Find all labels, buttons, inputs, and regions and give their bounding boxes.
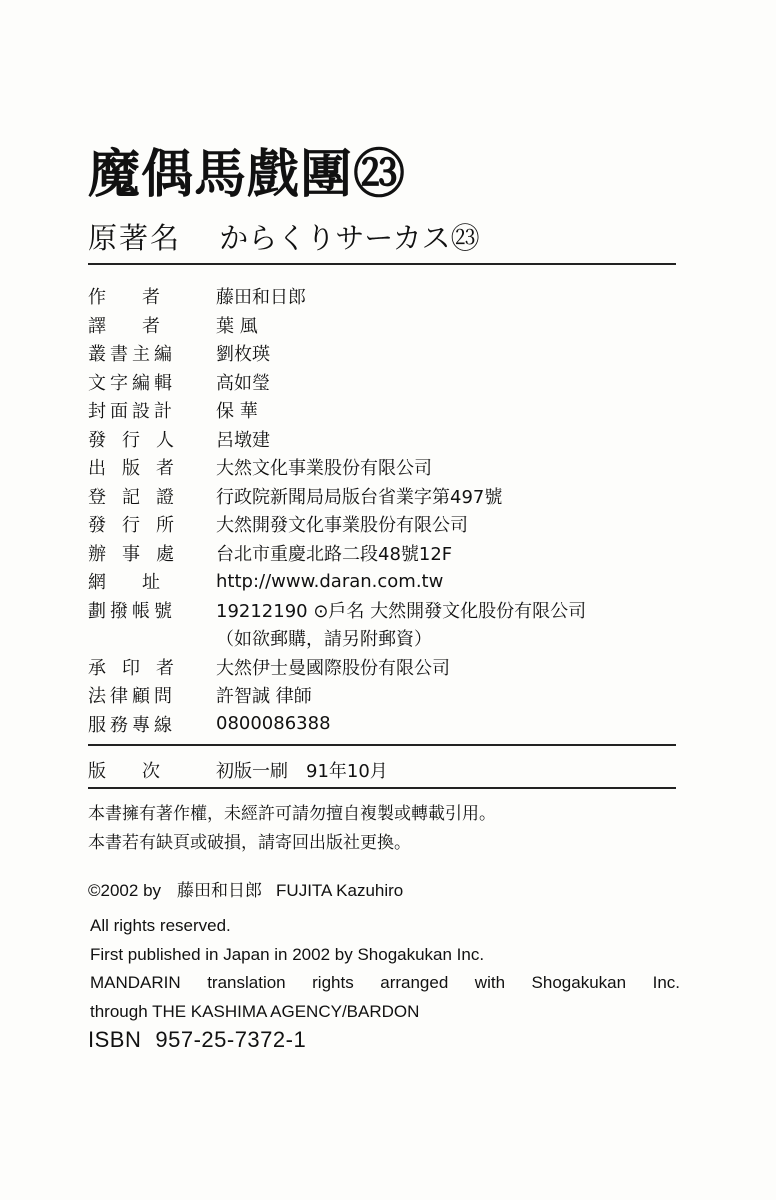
key-char: 者 <box>156 458 174 480</box>
original-title <box>88 216 480 257</box>
key-char: 輯 <box>154 372 172 394</box>
key-char: 撥 <box>110 600 128 622</box>
key-char: 專 <box>132 714 150 736</box>
key-char: 編 <box>154 344 172 366</box>
rights-line: First published in Japan in 2002 by Shogakukan Inc. <box>90 944 485 964</box>
key-char: 文 <box>88 372 106 394</box>
key-char: 封 <box>88 401 106 423</box>
credit-row-website <box>88 567 688 596</box>
credit-row <box>88 596 688 625</box>
credit-row <box>88 681 688 710</box>
credit-value: 許智誠 律師 <box>216 686 312 708</box>
credit-key <box>88 397 172 423</box>
key-char: 者 <box>142 287 160 309</box>
author-cjk: 藤田和日郎 <box>177 881 263 901</box>
key-char: 主 <box>132 344 150 366</box>
credit-row <box>88 368 688 397</box>
key-char: 網 <box>88 572 106 594</box>
key-char: 事 <box>122 543 140 565</box>
credit-value: 高如瑩 <box>216 372 270 394</box>
credit-key <box>88 711 172 737</box>
bottom-divider <box>88 787 676 789</box>
credit-row <box>88 539 688 568</box>
middle-divider <box>88 744 676 746</box>
key-char: 面 <box>110 401 128 423</box>
key-char: 承 <box>88 657 106 679</box>
key-char: 服 <box>88 714 106 736</box>
credit-value: 保 華 <box>216 401 258 423</box>
key-char: 作 <box>88 287 106 309</box>
key-char: 版 <box>88 761 106 783</box>
top-divider <box>88 263 676 265</box>
credit-value: 劉枚瑛 <box>216 344 270 366</box>
isbn-number: 957-25-7372-1 <box>155 1027 307 1052</box>
credit-value: 大然文化事業股份有限公司 <box>216 458 432 480</box>
key-char: 版 <box>122 458 140 480</box>
credit-key <box>88 540 174 566</box>
credit-key <box>88 511 174 537</box>
credit-key <box>88 283 160 309</box>
key-char: 址 <box>142 572 160 594</box>
edition-value: 初版一刷 91年10月 <box>216 761 388 783</box>
credit-key <box>88 654 174 680</box>
key-char: 登 <box>88 486 106 508</box>
key-char: 律 <box>110 686 128 708</box>
key-char: 書 <box>110 344 128 366</box>
credit-value: 行政院新聞局局版台省業字第497號 <box>216 486 503 508</box>
key-char: 譯 <box>88 315 106 337</box>
credit-value: 呂墩建 <box>216 429 270 451</box>
author-latin: FUJITA Kazuhiro <box>276 881 404 900</box>
credit-key <box>88 483 174 509</box>
edition-row <box>88 756 388 785</box>
key-char: 記 <box>122 486 140 508</box>
credit-key <box>88 568 160 594</box>
credit-key <box>88 369 172 395</box>
key-char: 設 <box>132 401 150 423</box>
notice-line: 本書擁有著作權，未經許可請勿擅自複製或轉載引用。 <box>88 804 496 824</box>
rights-line: through THE KASHIMA AGENCY/BARDON <box>90 1001 420 1021</box>
credit-row <box>88 482 688 511</box>
rights-line: MANDARIN translation rights arranged with Shogakukan Inc. <box>90 973 680 992</box>
credit-key <box>88 340 172 366</box>
credit-row <box>88 510 688 539</box>
key-char: 計 <box>154 401 172 423</box>
credit-row <box>88 282 688 311</box>
credits-list <box>88 282 688 738</box>
key-char: 處 <box>156 543 174 565</box>
isbn-label: ISBN <box>88 1027 142 1052</box>
credit-key <box>88 426 174 452</box>
key-char: 者 <box>142 315 160 337</box>
credit-row <box>88 453 688 482</box>
key-char: 線 <box>154 714 172 736</box>
key-char: 證 <box>156 486 174 508</box>
credit-value: 0800086388 <box>216 713 331 735</box>
credit-row <box>88 396 688 425</box>
copyright-prefix: ©2002 by <box>88 881 162 900</box>
key-char: 務 <box>110 714 128 736</box>
key-char: 行 <box>122 515 140 537</box>
credit-row <box>88 425 688 454</box>
credit-value: （如欲郵購，請另附郵資） <box>216 629 432 651</box>
english-rights <box>90 912 680 1026</box>
credit-key <box>88 682 172 708</box>
credit-value: 19212190 ⊙戶名 大然開發文化股份有限公司 <box>216 600 587 622</box>
credit-value: 大然開發文化事業股份有限公司 <box>216 515 468 537</box>
credit-row-note <box>88 624 688 653</box>
credit-row <box>88 311 688 340</box>
key-char: 者 <box>156 657 174 679</box>
credit-key <box>88 597 172 623</box>
credit-value: 葉 風 <box>216 315 258 337</box>
key-char: 法 <box>88 686 106 708</box>
edition <box>88 756 388 785</box>
copyright-notice <box>88 800 496 858</box>
credit-key <box>88 312 160 338</box>
key-char: 行 <box>122 429 140 451</box>
credit-row <box>88 710 688 739</box>
key-char: 所 <box>156 515 174 537</box>
key-char: 劃 <box>88 600 106 622</box>
notice-line: 本書若有缺頁或破損，請寄回出版社更換。 <box>88 833 411 853</box>
book-title: 魔偶馬戲團㉓ <box>88 144 407 205</box>
key-char: 辦 <box>88 543 106 565</box>
rights-line: All rights reserved. <box>90 916 231 935</box>
key-char: 印 <box>122 657 140 679</box>
key-char: 編 <box>132 372 150 394</box>
key-char: 發 <box>88 515 106 537</box>
key-char: 帳 <box>132 600 150 622</box>
original-title-value: からくりサーカス㉓ <box>219 221 480 255</box>
key-char: 出 <box>88 458 106 480</box>
key-char: 叢 <box>88 344 106 366</box>
key-char: 人 <box>156 429 174 451</box>
copyright-line <box>88 876 403 901</box>
key-char: 顧 <box>132 686 150 708</box>
credit-value: 大然伊士曼國際股份有限公司 <box>216 657 450 679</box>
key-char: 字 <box>110 372 128 394</box>
edition-key <box>88 757 160 783</box>
credit-value: 台北市重慶北路二段48號12F <box>216 543 453 565</box>
key-char: 問 <box>154 686 172 708</box>
credit-row <box>88 339 688 368</box>
credit-row <box>88 653 688 682</box>
credit-value: 藤田和日郎 <box>216 287 306 309</box>
key-char: 號 <box>154 600 172 622</box>
key-char: 發 <box>88 429 106 451</box>
isbn <box>88 1027 306 1053</box>
website-link[interactable]: http://www.daran.com.tw <box>216 570 444 592</box>
credit-key <box>88 454 174 480</box>
key-char: 次 <box>142 761 160 783</box>
original-title-label: 原著名 <box>88 221 182 255</box>
